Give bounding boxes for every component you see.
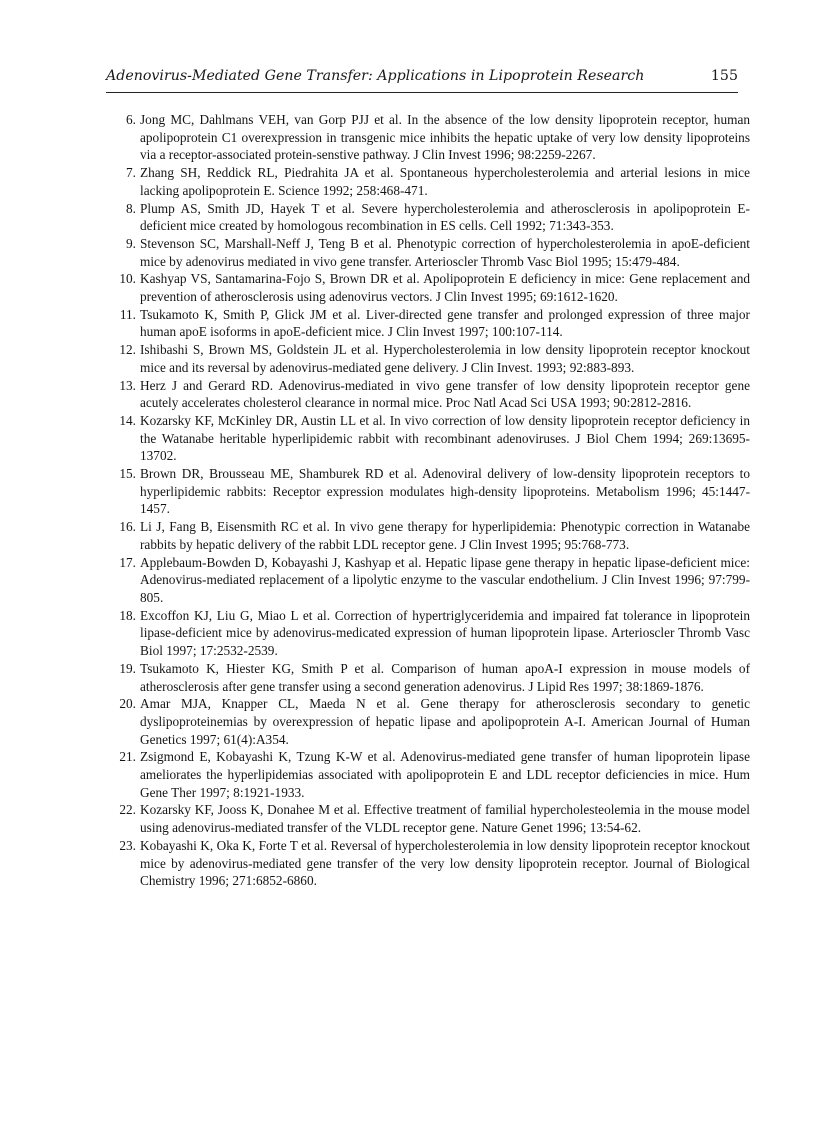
reference-text: Tsukamoto K, Smith P, Glick JM et al. Liver-directed gene transfer and prolonged expression of three major human apoE isoforms in apoE-deficient mice. J Clin Invest 1997; 100:107-114.: [140, 306, 750, 340]
reference-text: Applebaum-Bowden D, Kobayashi J, Kashyap et al. Hepatic lipase gene therapy in hepatic lipase-deficient mice: Adenovirus-mediated replacement of a lipolytic enzyme to the vascular endothelium. J Clin Invest 1996; 97:799-805.: [140, 554, 750, 605]
reference-number: 13 .: [106, 377, 136, 395]
reference-item: [106, 341, 750, 376]
reference-item: [106, 200, 750, 235]
reference-text: Brown DR, Brousseau ME, Shamburek RD et al. Adenoviral delivery of low-density lipoprotein receptors to hyperlipidemic rabbits: Receptor expression modulates high-density lipoproteins. Metabolism 1996; 45:1447-1457.: [140, 466, 750, 517]
running-header: [106, 68, 738, 84]
reference-text: Amar MJA, Knapper CL, Maeda N et al. Gene therapy for atherosclerosis secondary to genetic dyslipoproteinemias by overexpression of hepatic lipase and apolipoprotein A-I. American Journal of Human Genetics 1997; 61(4):A354.: [140, 696, 750, 747]
reference-number: 10 .: [106, 270, 136, 288]
reference-number: 6 .: [106, 111, 136, 129]
reference-item: [106, 412, 750, 465]
reference-number: 12 .: [106, 341, 136, 359]
reference-text: Stevenson SC, Marshall-Neff J, Teng B et al. Phenotypic correction of hypercholesterolemia in apoE-deficient mice by adenovirus mediated in vivo gene transfer. Arterioscler Thromb Vasc Biol 1995; 15:479-484.: [140, 235, 750, 269]
reference-number: 17 .: [106, 554, 136, 572]
reference-text: Kozarsky KF, Jooss K, Donahee M et al. Effective treatment of familial hypercholesteolemia in the mouse model using adenovirus-mediated transfer of the VLDL receptor gene. Nature Genet 1996; 13:54-62.: [140, 802, 750, 836]
reference-item: [106, 306, 750, 341]
reference-item: [106, 377, 750, 412]
reference-number: 14 .: [106, 412, 136, 430]
reference-number: 9 .: [106, 235, 136, 253]
reference-text: Kobayashi K, Oka K, Forte T et al. Reversal of hypercholesterolemia in low density lipoprotein receptor knockout mice by adenovirus-mediated gene transfer of the very low density lipoprotein receptor. Journal of Biological Chemistry 1996; 271:6852-6860.: [140, 837, 750, 889]
reference-number: 7 .: [106, 164, 136, 182]
reference-number: 18 .: [106, 607, 136, 625]
reference-text: Plump AS, Smith JD, Hayek T et al. Severe hypercholesterolemia and atherosclerosis in apolipoprotein E-deficient mice created by homologous recombination in ES cells. Cell 1992; 71:343-353.: [140, 200, 750, 234]
reference-text: Kozarsky KF, McKinley DR, Austin LL et al. In vivo correction of low density lipoprotein receptor deficiency in the Watanabe heritable hyperlipidemic rabbit with recombinant adenoviruses. J Biol Chem 1994; 269:13695-13702.: [140, 412, 750, 464]
reference-text: Kashyap VS, Santamarina-Fojo S, Brown DR et al. Apolipoprotein E deficiency in mice: Gene replacement and prevention of atherosclerosis using adenovirus vectors. J Clin Invest 1995; 69:1612-1620.: [140, 271, 750, 305]
reference-item: [106, 660, 750, 695]
reference-text: Zhang SH, Reddick RL, Piedrahita JA et al. Spontaneous hypercholesterolemia and arterial lesions in mice lacking apolipoprotein E. Science 1992; 258:468-471.: [140, 165, 750, 198]
reference-item: [106, 164, 750, 199]
reference-item: [106, 111, 750, 164]
reference-item: [106, 695, 750, 748]
reference-list: [106, 111, 750, 890]
reference-number: 15 .: [106, 465, 136, 483]
reference-number: 19 .: [106, 660, 136, 678]
reference-item: [106, 748, 750, 801]
reference-number: 22 .: [106, 801, 136, 819]
reference-text: Ishibashi S, Brown MS, Goldstein JL et al. Hypercholesterolemia in low density lipoprotein receptor knockout mice and its reversal by adenovirus-mediated gene delivery. J Clin Invest. 1993; 92:883-893.: [140, 342, 750, 375]
reference-text: Li J, Fang B, Eisensmith RC et al. In vivo gene therapy for hyperlipidemia: Phenotypic correction in Watanabe rabbits by hepatic delivery of the rabbit LDL receptor gene. J Clin Invest 1995; 95:768-773.: [140, 519, 750, 552]
reference-number: 8 .: [106, 200, 136, 218]
reference-item: [106, 801, 750, 836]
reference-number: 20 .: [106, 695, 136, 713]
reference-item: [106, 270, 750, 305]
reference-number: 23 .: [106, 837, 136, 855]
reference-text: Excoffon KJ, Liu G, Miao L et al. Correction of hypertriglyceridemia and impaired fat tolerance in lipoprotein lipase-deficient mice by adenovirus-medicated expression of human lipoprotein lipase. Arterioscler Thromb Vasc Biol 1997; 17:2532-2539.: [140, 607, 750, 659]
page-number: 155: [710, 68, 738, 84]
reference-item: [106, 607, 750, 660]
reference-text: Jong MC, Dahlmans VEH, van Gorp PJJ et al. In the absence of the low density lipoprotein receptor, human apolipoprotein C1 overexpression in transgenic mice inhibits the hepatic uptake of very low density lipoproteins via a receptor-associated protein-senstive pathway. J Clin Invest 1996; 98:2259-2267.: [140, 112, 750, 163]
reference-item: [106, 837, 750, 890]
reference-number: 16 .: [106, 518, 136, 536]
reference-number: 21 .: [106, 748, 136, 766]
reference-item: [106, 554, 750, 607]
reference-item: [106, 235, 750, 270]
reference-item: [106, 465, 750, 518]
reference-text: Zsigmond E, Kobayashi K, Tzung K-W et al. Adenovirus-mediated gene transfer of human lipoprotein lipase ameliorates the hyperlipidemias associated with apolipoprotein E and LDL receptor deficiencies in mice. Hum Gene Ther 1997; 8:1921-1933.: [140, 749, 750, 800]
reference-number: 11 .: [106, 306, 136, 324]
reference-text: Herz J and Gerard RD. Adenovirus-mediated in vivo gene transfer of low density lipoprotein receptor gene acutely accelerates cholesterol clearance in normal mice. Proc Natl Acad Sci USA 1993; 90:2812-2816.: [140, 377, 750, 411]
reference-text: Tsukamoto K, Hiester KG, Smith P et al. Comparison of human apoA-I expression in mouse models of atherosclerosis after gene transfer using a second generation adenovirus. J Lipid Res 1997; 38:1869-1876.: [140, 660, 750, 694]
header-rule: [106, 92, 738, 93]
running-header-title: Adenovirus-Mediated Gene Transfer: Applications in Lipoprotein Research: [106, 68, 645, 84]
reference-item: [106, 518, 750, 553]
